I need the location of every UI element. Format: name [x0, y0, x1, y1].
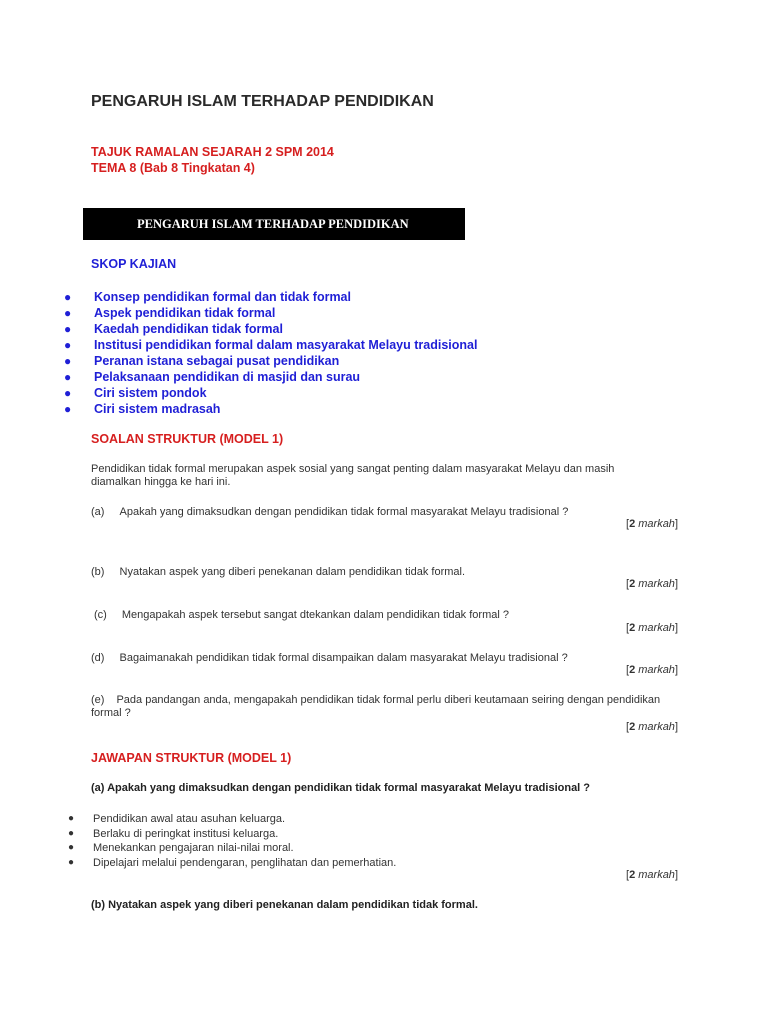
mark-d: [2 markah]	[626, 664, 678, 676]
bullet-icon: ●	[64, 354, 72, 368]
section-banner-text: PENGARUH ISLAM TERHADAP PENDIDIKAN	[137, 216, 409, 231]
list-item: ● Ciri sistem madrasah	[64, 402, 221, 416]
bullet-icon: ●	[64, 290, 72, 304]
subtitle-tajuk: TAJUK RAMALAN SEJARAH 2 SPM 2014	[91, 145, 334, 159]
bullet-icon: ●	[68, 856, 75, 868]
bullet-icon: ●	[64, 370, 72, 384]
soalan-heading: SOALAN STRUKTUR (MODEL 1)	[91, 432, 284, 446]
mark-c: [2 markah]	[626, 622, 678, 634]
question-b: (b) Nyatakan aspek yang diberi penekanan dalam pendidikan tidak formal.	[91, 566, 466, 578]
bullet-icon: ●	[68, 827, 75, 839]
question-a: (a) Apakah yang dimaksudkan dengan pendidikan tidak formal masyarakat Melayu tradisional ?	[91, 506, 569, 518]
question-e: (e) Pada pandangan anda, mengapakah pendidikan tidak formal perlu diberi keutamaan seiring dengan pendidikan formal ?	[91, 694, 661, 719]
list-item: ● Konsep pendidikan formal dan tidak formal	[64, 290, 351, 304]
list-item: ● Dipelajari melalui pendengaran, penglihatan dan pemerhatian.	[68, 856, 397, 869]
mark-answer-a: [2 markah]	[626, 869, 678, 881]
section-banner	[83, 208, 465, 240]
list-item: ● Institusi pendidikan formal dalam masyarakat Melayu tradisional	[64, 338, 478, 352]
answer-b-question: (b) Nyatakan aspek yang diberi penekanan dalam pendidikan tidak formal.	[91, 899, 478, 911]
list-item: ● Berlaku di peringkat institusi keluarga.	[68, 827, 279, 840]
intro-paragraph: Pendidikan tidak formal merupakan aspek sosial yang sangat penting dalam masyarakat Melayu dan masih diamalkan hingga ke hari ini.	[91, 463, 615, 488]
bullet-icon: ●	[64, 338, 72, 352]
question-c: (c) Mengapakah aspek tersebut sangat dtekankan dalam pendidikan tidak formal ?	[94, 609, 509, 621]
list-item: ● Pendidikan awal atau asuhan keluarga.	[68, 813, 286, 825]
answer-a-list	[68, 812, 396, 870]
skop-heading: SKOP KAJIAN	[91, 257, 177, 271]
bullet-icon: ●	[68, 813, 75, 824]
list-item: ● Kaedah pendidikan tidak formal	[64, 322, 283, 336]
bullet-icon: ●	[64, 386, 72, 400]
list-item: ● Menekankan pengajaran nilai-nilai moral.	[68, 842, 294, 854]
answer-a-question: (a) Apakah yang dimaksudkan dengan pendidikan tidak formal masyarakat Melayu tradisional ?	[91, 782, 591, 794]
bullet-icon: ●	[64, 402, 72, 416]
bullet-icon: ●	[64, 322, 72, 336]
jawapan-heading: JAWAPAN STRUKTUR (MODEL 1)	[91, 751, 292, 765]
question-d: (d) Bagaimanakah pendidikan tidak formal disampaikan dalam masyarakat Melayu tradisional ?	[91, 652, 568, 664]
subtitle-tema: TEMA 8 (Bab 8 Tingkatan 4)	[91, 161, 255, 175]
bullet-icon: ●	[68, 842, 75, 853]
list-item: ● Aspek pendidikan tidak formal	[64, 306, 276, 320]
bullet-icon: ●	[64, 306, 72, 320]
list-item: ● Ciri sistem pondok	[64, 386, 207, 400]
mark-b: [2 markah]	[626, 578, 678, 590]
mark-a: [2 markah]	[626, 518, 678, 530]
list-item: ● Pelaksanaan pendidikan di masjid dan surau	[64, 370, 361, 384]
mark-e: [2 markah]	[626, 721, 678, 733]
skop-list	[64, 289, 477, 417]
page-title: PENGARUH ISLAM TERHADAP PENDIDIKAN	[91, 93, 434, 110]
list-item: ● Peranan istana sebagai pusat pendidikan	[64, 354, 340, 368]
